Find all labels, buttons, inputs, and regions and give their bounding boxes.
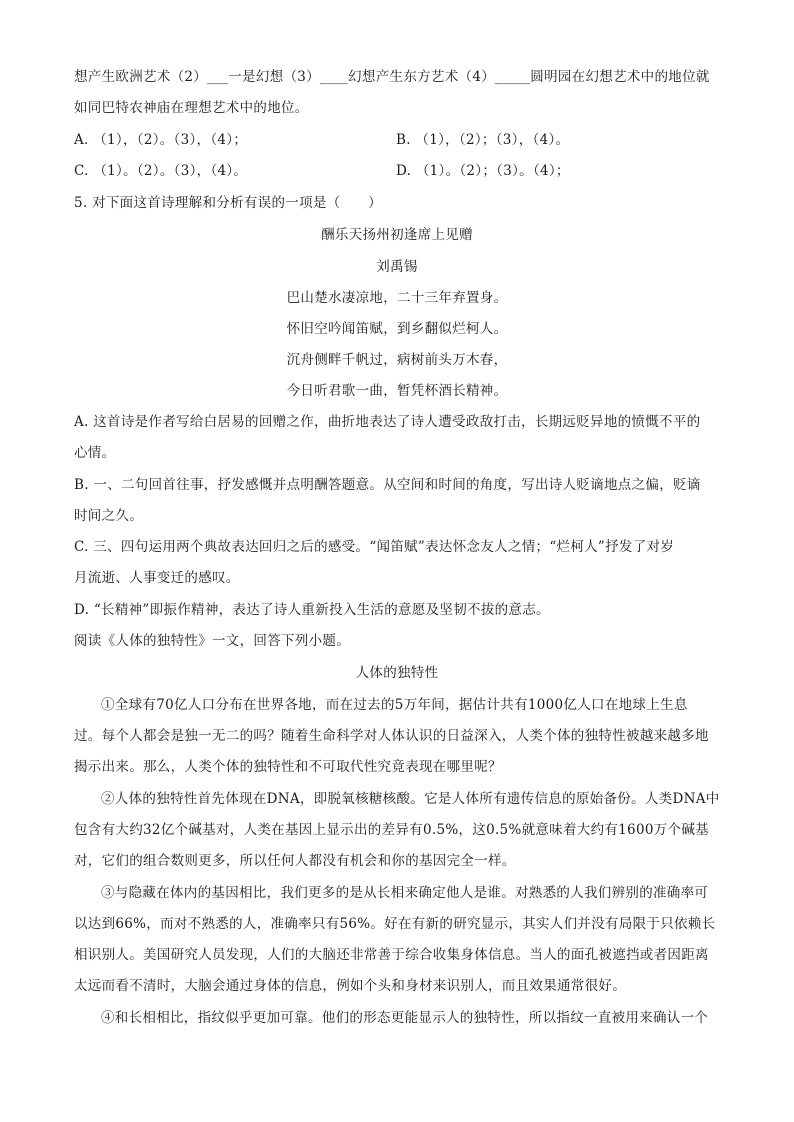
paragraph-3-line: 太远而看不清时，大脑会通过身体的信息，例如个头和身材来识别人，而且效果通常很好。 — [74, 978, 626, 994]
paragraph-3-line: ③与隐藏在体内的基因相比，我们更多的是从长相来确定他人是谁。对熟悉的人我们辨别的准确率可 — [101, 885, 709, 901]
q5-option-a: A. 这首诗是作者写给白居易的回赠之作，曲折地表达了诗人遭受政敌打击，长期远贬异地的愤慨不平的 — [74, 414, 701, 430]
poem-line: 怀旧空吟闻笛赋，到乡翻似烂柯人。 — [286, 321, 508, 337]
paragraph-3-line: 以达到66%，而对不熟悉的人，准确率只有56%。好在有新的研究显示，其实人们并没有局限于只依赖长 — [74, 916, 716, 932]
q4-option-b: B. （1），（2）；（3），（4）。 — [396, 132, 570, 148]
q5-option-c-cont: 月流逝、人事变迁的感叹。 — [74, 570, 240, 586]
paragraph-1-line: ①全球有70亿人口分布在世界各地，而在过去的5万年间，据估计共有1000亿人口在地球上生息 — [101, 697, 688, 713]
poem-line: 沉舟侧畔千帆过，病树前头万木春， — [286, 352, 508, 368]
q5-option-b: B. 一、二句回首往事，抒发感慨并点明酬答题意。从空间和时间的角度，写出诗人贬谪地点之偏，贬谪 — [74, 477, 701, 493]
paragraph-1-line: 过。每个人都会是独一无二的吗？随着生命科学对人体认识的日益深入，人类个体的独特性被越来越多地 — [74, 728, 709, 744]
paragraph-4-line: ④和长相相比，指纹似乎更加可靠。他们的形态更能显示人的独特性，所以指纹一直被用来确认一个 — [101, 1010, 709, 1026]
q5-option-b-cont: 时间之久。 — [74, 508, 143, 524]
continuation-line-2: 如同巴特农神庙在理想艺术中的地位。 — [74, 100, 309, 116]
q4-option-d: D. （1）。（2）；（3）。（4）； — [396, 163, 570, 179]
q4-option-a: A. （1），（2）。（3），（4）； — [74, 132, 248, 148]
poem-title: 酬乐天扬州初逢席上见赠 — [321, 227, 473, 243]
poem-line: 今日听君歌一曲，暂凭杯酒长精神。 — [286, 383, 508, 399]
paragraph-2-line: 对，它们的组合数则更多，所以任何人都没有机会和你的基因完全一样。 — [74, 853, 516, 869]
paragraph-1-line: 揭示出来。那么，人类个体的独特性和不可取代性究竟表现在哪里呢？ — [74, 759, 502, 775]
continuation-line-1: 想产生欧洲艺术（2）___一是幻想（3）____幻想产生东方艺术（4）_____圆明园在幻想艺术中的地位就 — [74, 69, 710, 85]
q5-option-c: C. 三、四句运用两个典故表达回归之后的感受。“闻笛赋”表达怀念友人之情；“烂柯人”抒发了对岁 — [74, 539, 675, 555]
reading-intro: 阅读《人体的独特性》一文，回答下列小题。 — [74, 633, 350, 649]
q5-option-d: D. “长精神”即振作精神，表达了诗人重新投入生活的意愿及坚韧不拔的意志。 — [74, 602, 550, 618]
poem-author: 刘禹锡 — [376, 259, 418, 275]
q5-stem: 5. 对下面这首诗理解和分析有误的一项是（ ） — [74, 195, 382, 211]
poem-line: 巴山楚水凄凉地，二十三年弃置身。 — [286, 290, 508, 306]
q5-option-a-cont: 心情。 — [74, 445, 116, 461]
article-title: 人体的独特性 — [355, 665, 439, 681]
paragraph-3-line: 相识别人。美国研究人员发现，人们的大脑还非常善于综合收集身体信息。当人的面孔被遮挡或者因距离 — [74, 947, 709, 963]
paragraph-2-line: ②人体的独特性首先体现在DNA，即脱氧核糖核酸。它是人体所有遗传信息的原始备份。人类DNA中 — [101, 791, 720, 807]
q4-option-c: C. （1）。（2）。（3），（4）。 — [74, 163, 248, 179]
paragraph-2-line: 包含有大约32亿个碱基对，人类在基因上显示出的差异有0.5%，这0.5%就意味着大约有1600万个碱基 — [74, 822, 709, 838]
